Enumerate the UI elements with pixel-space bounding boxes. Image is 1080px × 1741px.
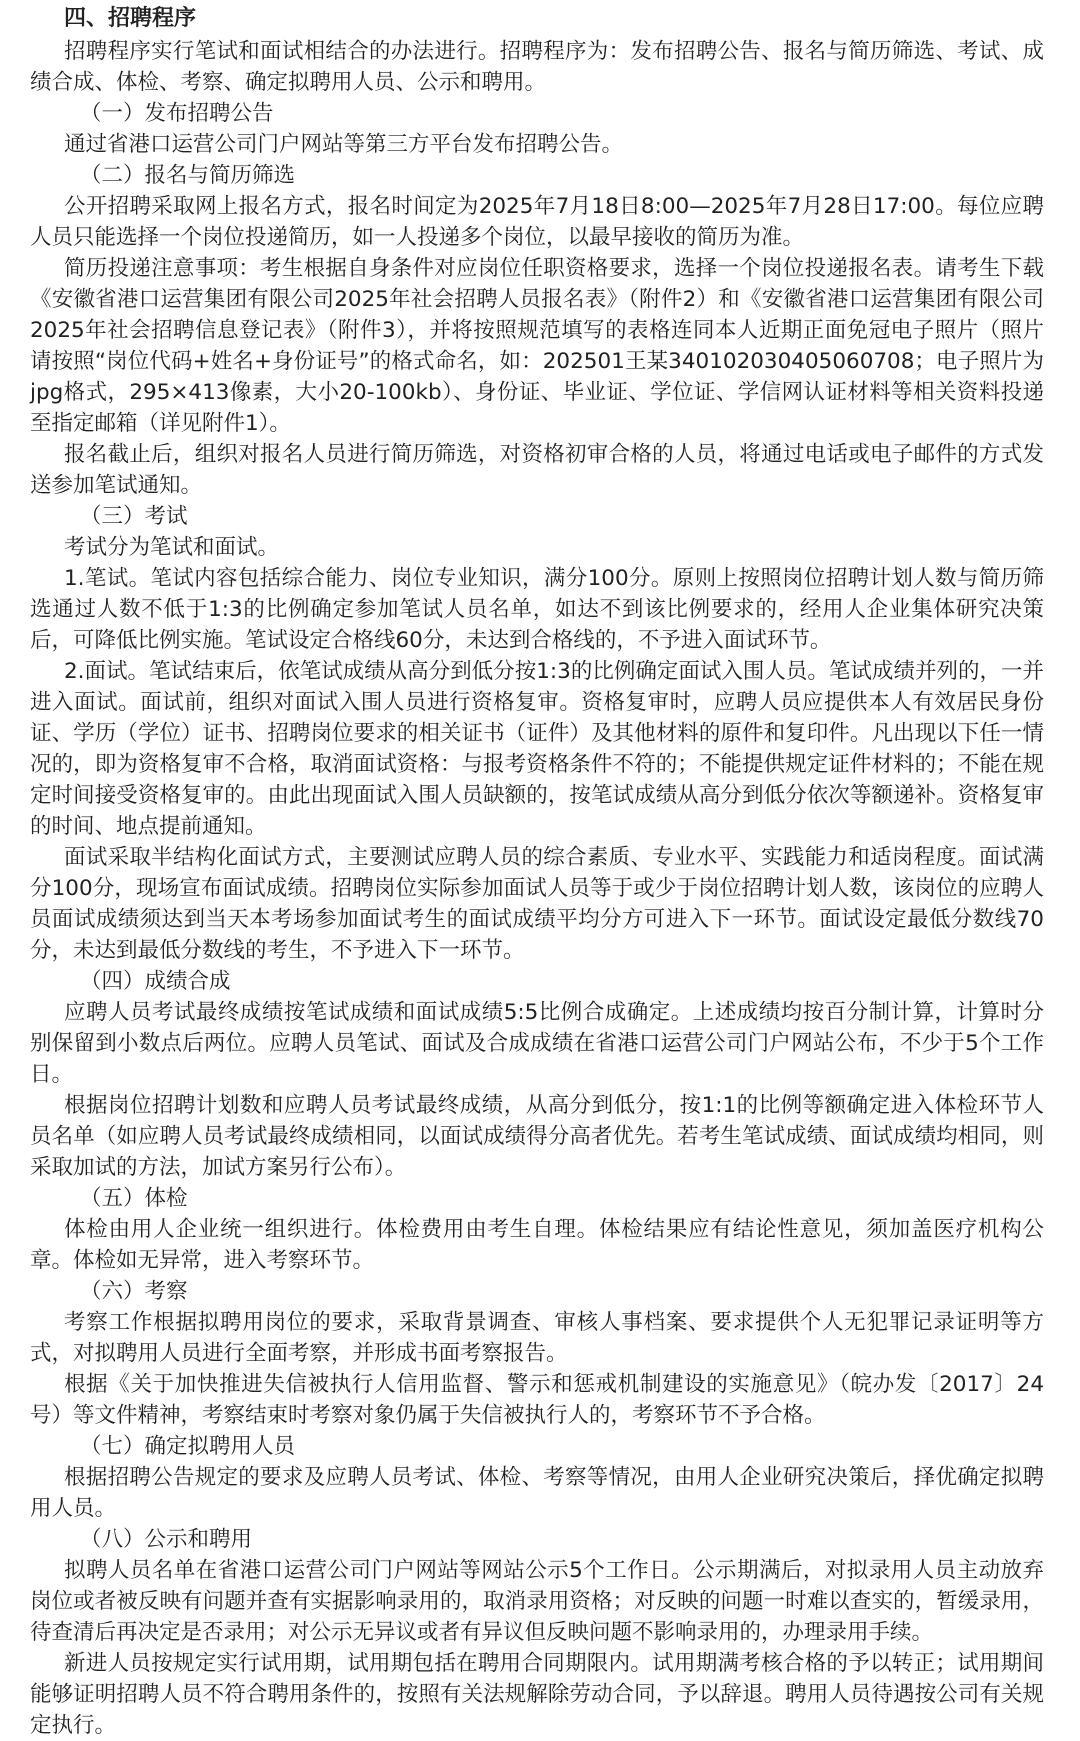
paragraph: 简历投递注意事项：考生根据自身条件对应岗位任职资格要求，选择一个岗位投递报名表。请考生下载《安徽省港口运营集团有限公司2025年社会招聘人员报名表》（附件2）和《安徽省港口运营集团有限公司2025年社会招聘信息登记表》（附件3），并将按照规范填写的表格连同本人近期正面免冠电子照片（照片请按照“岗位代码+姓名+身份证号”的格式命名，如：202501王某340102030405060708；电子照片为jpg格式，295×413像素，大小20-100kb）、身份证、毕业证、学位证、学信网认证材料等相关资料投递至指定邮箱（详见附件1）。	[30, 256, 1044, 436]
subsection-heading: （六）考察	[80, 1279, 188, 1304]
paragraph: 2.面试。笔试结束后，依笔试成绩从高分到低分按1:3的比例确定面试入围人员。笔试成绩并列的，一并进入面试。面试前，组织对面试入围人员进行资格复审。资格复审时，应聘人员应提供本人有效居民身份证、学历（学位）证书、招聘岗位要求的相关证书（证件）及其他材料的原件和复印件。凡出现以下任一情况的，即为资格复审不合格，取消面试资格：与报考资格条件不符的；不能提供规定证件材料的；不能在规定时间接受资格复审的。由此出现面试入围人员缺额的，按笔试成绩从高分到低分依次等额递补。资格复审的时间、地点提前通知。	[30, 659, 1044, 839]
paragraph: 通过省港口运营公司门户网站等第三方平台发布招聘公告。	[64, 132, 624, 157]
paragraph: 根据岗位招聘计划数和应聘人员考试最终成绩，从高分到低分，按1:1的比例等额确定进入体检环节人员名单（如应聘人员考试最终成绩相同，以面试成绩得分高者优先。若考生笔试成绩、面试成绩均相同，则采取加试的方法，加试方案另行公布）。	[30, 1093, 1044, 1180]
subsection-heading: （八）公示和聘用	[80, 1527, 253, 1552]
paragraph: 公开招聘采取网上报名方式，报名时间定为2025年7月18日8:00—2025年7月28日17:00。每位应聘人员只能选择一个岗位投递简历，如一人投递多个岗位，以最早接收的简历为准。	[30, 194, 1044, 250]
paragraph: 面试采取半结构化面试方式，主要测试应聘人员的综合素质、专业水平、实践能力和适岗程度。面试满分100分，现场宣布面试成绩。招聘岗位实际参加面试人员等于或少于岗位招聘计划人数，该岗位的应聘人员面试成绩须达到当天本考场参加面试考生的面试成绩平均分方可进入下一环节。面试设定最低分数线70分，未达到最低分数线的考生，不予进入下一环节。	[30, 845, 1044, 963]
subsection-heading: （二）报名与简历筛选	[80, 163, 296, 188]
paragraph: 招聘程序实行笔试和面试相结合的办法进行。招聘程序为：发布招聘公告、报名与简历筛选、考试、成绩合成、体检、考察、确定拟聘用人员、公示和聘用。	[30, 39, 1044, 95]
paragraph: 报名截止后，组织对报名人员进行简历筛选，对资格初审合格的人员，将通过电话或电子邮件的方式发送参加笔试通知。	[30, 442, 1044, 498]
paragraph: 根据招聘公告规定的要求及应聘人员考试、体检、考察等情况，由用人企业研究决策后，择优确定拟聘用人员。	[30, 1465, 1044, 1521]
paragraph: 体检由用人企业统一组织进行。体检费用由考生自理。体检结果应有结论性意见，须加盖医疗机构公章。体检如无异常，进入考察环节。	[30, 1217, 1044, 1273]
paragraph: 1.笔试。笔试内容包括综合能力、岗位专业知识，满分100分。原则上按照岗位招聘计划人数与简历筛选通过人数不低于1:3的比例确定参加笔试人员名单，如达不到该比例要求的，经用人企业集体研究决策后，可降低比例实施。笔试设定合格线60分，未达到合格线的，不予进入面试环节。	[30, 566, 1044, 653]
document-body	[30, 36, 1044, 1741]
subsection-heading: （三）考试	[80, 504, 188, 529]
subsection-heading: （一）发布招聘公告	[80, 101, 274, 126]
section-title: 四、招聘程序	[64, 6, 197, 31]
subsection-heading: （四）成绩合成	[80, 969, 231, 994]
paragraph: 新进人员按规定实行试用期，试用期包括在聘用合同期限内。试用期满考核合格的予以转正；试用期间能够证明招聘人员不符合聘用条件的，按照有关法规解除劳动合同，予以辞退。聘用人员待遇按公司有关规定执行。	[30, 1651, 1044, 1738]
paragraph: 应聘人员考试最终成绩按笔试成绩和面试成绩5:5比例合成确定。上述成绩均按百分制计算，计算时分别保留到小数点后两位。应聘人员笔试、面试及合成成绩在省港口运营公司门户网站公布，不少于5个工作日。	[30, 1000, 1044, 1087]
paragraph: 考察工作根据拟聘用岗位的要求，采取背景调查、审核人事档案、要求提供个人无犯罪记录证明等方式，对拟聘用人员进行全面考察，并形成书面考察报告。	[30, 1310, 1044, 1366]
subsection-heading: （七）确定拟聘用人员	[80, 1434, 296, 1459]
paragraph: 拟聘人员名单在省港口运营公司门户网站等网站公示5个工作日。公示期满后，对拟录用人员主动放弃岗位或者被反映有问题并查有实据影响录用的，取消录用资格；对反映的问题一时难以查实的，暂缓录用，待查清后再决定是否录用；对公示无异议或者有异议但反映问题不影响录用的，办理录用手续。	[30, 1558, 1044, 1645]
paragraph: 考试分为笔试和面试。	[64, 535, 280, 560]
subsection-heading: （五）体检	[80, 1186, 188, 1211]
paragraph: 根据《关于加快推进失信被执行人信用监督、警示和惩戒机制建设的实施意见》（皖办发〔2017〕24号）等文件精神，考察结束时考察对象仍属于失信被执行人的，考察环节不予合格。	[30, 1372, 1044, 1428]
